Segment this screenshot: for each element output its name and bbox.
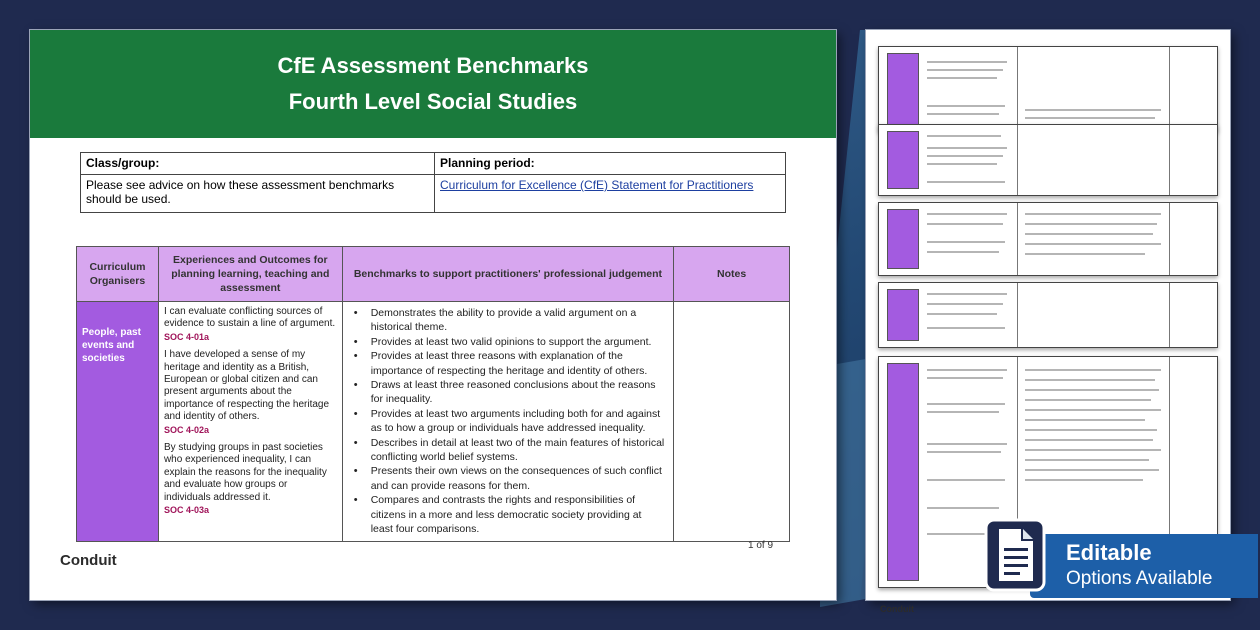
thumbnail-organiser-band xyxy=(887,53,919,125)
benchmark-item: • Describes in detail at least two of the main features of historical conflicting world belief systems. xyxy=(349,436,665,465)
thumbnail-text-line xyxy=(927,69,1003,71)
col-header-experiences: Experiences and Outcomes for planning learning, teaching and assessment xyxy=(158,247,342,302)
page-header xyxy=(30,30,836,138)
thumbnail-text-line xyxy=(1025,399,1151,401)
thumbnail-text-line xyxy=(927,181,1005,183)
col-header-organisers: Curriculum Organisers xyxy=(77,247,159,302)
thumbnail-text-line xyxy=(1025,223,1157,225)
thumbnail-conduit-logo: Conduit xyxy=(880,604,914,614)
thumbnail-text-line xyxy=(927,443,1007,445)
col-header-notes: Notes xyxy=(674,247,790,302)
cfe-statement-link[interactable]: Curriculum for Excellence (CfE) Statement for Practitioners xyxy=(440,178,754,192)
benchmark-item: • Provides at least two valid opinions to support the argument. xyxy=(349,335,665,349)
page-thumbnail[interactable] xyxy=(878,46,1218,132)
thumbnail-text-line xyxy=(1025,369,1161,371)
thumbnail-organiser-band xyxy=(887,289,919,341)
thumbnail-gridline xyxy=(1169,283,1170,347)
thumbnail-text-line xyxy=(1025,419,1145,421)
thumbnail-text-line xyxy=(927,411,999,413)
thumbnail-text-line xyxy=(927,251,999,253)
thumbnail-text-line xyxy=(927,163,997,165)
table-row xyxy=(77,302,790,542)
thumbnail-text-line xyxy=(1025,479,1143,481)
thumbnail-text-line xyxy=(927,479,1005,481)
page-thumbnail[interactable] xyxy=(878,282,1218,348)
thumbnail-text-line xyxy=(927,113,999,115)
thumbnail-text-line xyxy=(1025,429,1157,431)
document-page-preview xyxy=(30,30,836,600)
notes-cell[interactable] xyxy=(674,302,790,542)
experience-item: I can evaluate conflicting sources of evidence to sustain a line of argument. SOC 4-01a xyxy=(163,306,336,342)
page-number: 1 of 9 xyxy=(748,540,774,551)
benchmark-item: • Provides at least two arguments including both for and against as to how a group or individuals have addressed inequality. xyxy=(349,407,665,436)
experience-item: I have developed a sense of my heritage and identity as a British, European or global citizen and can present arguments about the importance of respecting the heritage and identity of others. SOC 4-02a xyxy=(164,349,337,436)
thumbnail-gridline xyxy=(1169,203,1170,275)
thumbnail-text-line xyxy=(927,403,1005,405)
planning-info-table xyxy=(80,152,786,213)
page-subtitle: Fourth Level Social Studies xyxy=(288,89,578,114)
thumbnail-text-line xyxy=(1025,233,1153,235)
thumbnail-text-line xyxy=(1025,449,1161,451)
thumbnail-organiser-band xyxy=(887,209,919,269)
class-group-label: Class/group: xyxy=(81,153,435,175)
thumbnail-text-line xyxy=(927,507,999,509)
page-thumbnail[interactable] xyxy=(878,124,1218,196)
advice-text: Please see advice on how these assessment benchmarks should be used. xyxy=(81,175,435,213)
benchmarks-table xyxy=(76,246,790,542)
thumbnail-text-line xyxy=(927,369,1007,371)
thumbnail-gridline xyxy=(1017,203,1018,275)
thumbnail-text-line xyxy=(927,451,1001,453)
thumbnail-text-line xyxy=(927,241,1005,243)
thumbnail-gridline xyxy=(1017,47,1018,131)
thumbnail-text-line xyxy=(1025,243,1161,245)
thumbnail-text-line xyxy=(927,293,1007,295)
thumbnail-text-line xyxy=(927,213,1007,215)
thumbnail-text-line xyxy=(927,147,1007,149)
benchmark-item: • Provides at least three reasons with explanation of the importance of respecting the heritage and identity of others. xyxy=(349,349,665,378)
thumbnail-text-line xyxy=(927,223,1003,225)
document-icon xyxy=(984,518,1046,592)
thumbnail-text-line xyxy=(1025,409,1161,411)
thumbnail-text-line xyxy=(927,135,1001,137)
col-header-benchmarks: Benchmarks to support practitioners' professional judgement xyxy=(342,247,673,302)
benchmark-item: • Presents their own views on the consequences of such conflict and can provide reasons for them. xyxy=(349,464,665,493)
thumbnail-text-line xyxy=(1025,459,1149,461)
page-title: CfE Assessment Benchmarks xyxy=(277,53,589,78)
thumbnail-text-line xyxy=(927,105,1005,107)
experiences-cell xyxy=(158,302,342,542)
benchmark-item: • Draws at least three reasoned conclusions about the reasons for inequality. xyxy=(349,378,665,407)
thumbnail-gridline xyxy=(1017,283,1018,347)
thumbnail-text-line xyxy=(927,327,1005,329)
benchmarks-cell xyxy=(342,302,673,542)
thumbnail-text-line xyxy=(927,155,1003,157)
thumbnail-text-line xyxy=(1025,469,1159,471)
thumbnail-organiser-band xyxy=(887,363,919,581)
thumbnail-text-line xyxy=(927,77,997,79)
thumbnail-gridline xyxy=(1017,125,1018,195)
thumbnail-text-line xyxy=(927,313,997,315)
thumbnail-gridline xyxy=(1169,47,1170,131)
benchmark-item: • Compares and contrasts the rights and responsibilities of citizens in a more and less democratic society providing at least four comparisons. xyxy=(349,493,665,536)
experience-item: By studying groups in past societies who experienced inequality, I can explain the reasons for the inequality and evaluate how groups or individuals addressed it. SOC 4-03a xyxy=(164,442,337,516)
thumbnail-text-line xyxy=(1025,439,1153,441)
outcome-code: SOC 4-02a xyxy=(163,424,209,435)
table-header-row xyxy=(77,247,790,302)
conduit-logo: Conduit xyxy=(60,552,117,569)
thumbnail-text-line xyxy=(927,61,1007,63)
page-thumbnails-stack xyxy=(866,30,1230,614)
thumbnail-text-line xyxy=(927,377,1003,379)
thumbnail-text-line xyxy=(1025,379,1155,381)
thumbnail-text-line xyxy=(927,303,1003,305)
editable-badge[interactable] xyxy=(1030,534,1258,598)
thumbnail-text-line xyxy=(1025,389,1159,391)
thumbnail-organiser-band xyxy=(887,131,919,189)
thumbnail-text-line xyxy=(1025,253,1145,255)
badge-title: Editable xyxy=(1066,540,1152,565)
curriculum-organiser-cell: People, past events and societies xyxy=(77,302,159,542)
outcome-code: SOC 4-01a xyxy=(163,331,209,342)
badge-subtitle: Options Available xyxy=(1066,568,1213,589)
thumbnail-text-line xyxy=(1025,109,1161,111)
thumbnail-text-line xyxy=(1025,213,1161,215)
thumbnail-gridline xyxy=(1169,125,1170,195)
thumbnail-text-line xyxy=(1025,117,1155,119)
benchmark-item: • Demonstrates the ability to provide a valid argument on a historical theme. xyxy=(349,306,665,335)
page-thumbnail[interactable] xyxy=(878,202,1218,276)
outcome-code: SOC 4-03a xyxy=(163,505,209,516)
planning-period-label: Planning period: xyxy=(435,153,786,175)
